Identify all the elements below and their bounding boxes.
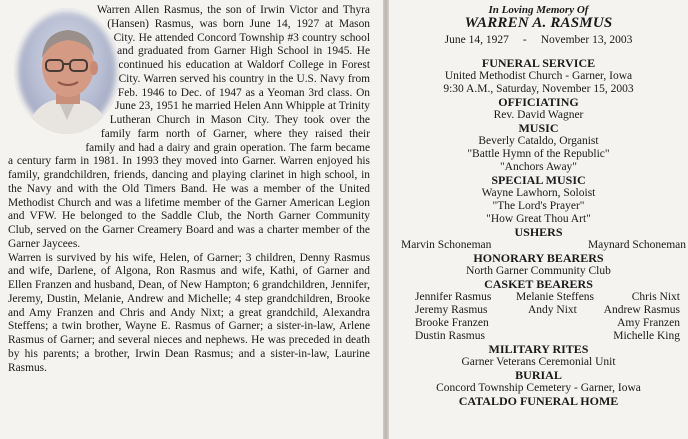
service-page — [389, 0, 688, 439]
funeral-heading: FUNERAL SERVICE — [481, 56, 596, 70]
bearer-name: Michelle King — [613, 330, 680, 342]
organist-name: Beverly Cataldo, Organist — [478, 135, 599, 147]
date-dash: - — [522, 34, 527, 46]
bearer-name: Jeremy Rasmus — [415, 304, 488, 316]
obituary-paragraph-2: Warren is survived by his wife, Helen, of Garner; 3 children, Denny Rasmus and wife, Darlene, of Algona, Ron Rasmus and wife, Kathi, of Garner and Ellen Franzen and husband, Dean, of New Hampton; 6 grandchildren, Jennifer, Jeremy, Dustin, Melanie, Andrew and Michelle; 4 step grandchildren, Brooke and Amy Franzen and Chris and Andy Nixt; a great grandchild, Alexandra Steffens; a twin brother, Wayne E. Rasmus of Garner; a sister-in-law, Arlene Rasmus of Garner; and several nieces and nephews. He was preceded in death by his parents; a brother, Irwin Dean Rasmus; and a sister-in-law, Laurine Rasmus. — [8, 251, 370, 374]
bearers-row-3 — [389, 317, 688, 330]
bearer-name: Andy Nixt — [528, 304, 577, 316]
casket-heading: CASKET BEARERS — [484, 277, 593, 291]
deceased-name: WARREN A. RASMUS — [464, 15, 613, 31]
military-heading: MILITARY RITES — [488, 342, 589, 356]
ushers-heading: USHERS — [514, 225, 563, 239]
honorary-heading: HONORARY BEARERS — [473, 251, 604, 265]
birth-date: June 14, 1927 — [444, 34, 509, 46]
song-4: "How Great Thou Art" — [486, 213, 591, 225]
bearer-name: Amy Franzen — [617, 317, 680, 329]
bearer-name: Melanie Steffens — [516, 291, 595, 303]
obituary-paragraph-1: Warren Allen Rasmus, the son of Irwin Victor and Thyra (Hansen) Rasmus, was born June 14, 1927 at Mason City. He attended Concord Township #3 country school and graduated from Garner High School in 1945. He continued his education at Waldorf College in Forest City. Warren served his country in the U.S. Navy from Feb. 1946 to Dec. of 1947 as a Yeoman 3rd class. On June 23, 1951 he married Helen Ann Whipple at Trinity Lutheran Church in Mason City. They took over the family farm north of Garner, where they raised their family and had a dairy and grain operation. The farm became a century farm in 1981. In 1993 they moved into Garner. Warren enjoyed his family, grandchildren, friends, dancing and playing clarinet in high school, in the Navy and with the Old Timers Band. He was a member of the United Methodist Church and was a lifetime member of the Garner American Legion and VFW. He belonged to the Saddle Club, the North Garner Community Club, served on the Garner Creamery Board and was a charter member of the Garner Jaycees. — [8, 4, 370, 250]
church-name: United Methodist Church - Garner, Iowa — [444, 70, 633, 82]
bearer-name: Jennifer Rasmus — [415, 291, 492, 303]
officiating-heading: OFFICIATING — [498, 95, 579, 109]
bearers-row-2 — [389, 304, 688, 317]
bearer-name: Andrew Rasmus — [603, 304, 680, 316]
soloist-name: Wayne Lawhorn, Soloist — [481, 187, 596, 199]
death-date: November 13, 2003 — [540, 34, 633, 46]
song-1: "Battle Hymn of the Republic" — [467, 148, 610, 160]
ushers-row — [389, 239, 688, 252]
life-dates — [389, 34, 688, 46]
bearer-name: Chris Nixt — [631, 291, 680, 303]
bearer-name: Dustin Rasmus — [415, 330, 485, 342]
officiant-name: Rev. David Wagner — [493, 109, 584, 121]
service-details — [389, 57, 688, 408]
bearers-row-1 — [389, 291, 688, 304]
funeral-home: CATALDO FUNERAL HOME — [458, 394, 619, 408]
burial-heading: BURIAL — [515, 368, 562, 382]
song-3: "The Lord's Prayer" — [492, 200, 585, 212]
bearer-name: Brooke Franzen — [415, 317, 489, 329]
honorary-bearers: North Garner Community Club — [466, 265, 611, 277]
cemetery-name: Concord Township Cemetery - Garner, Iowa — [436, 382, 641, 394]
obituary-text — [8, 4, 370, 375]
bearers-row-4 — [389, 330, 688, 343]
service-time: 9:30 A.M., Saturday, November 15, 2003 — [443, 83, 634, 95]
usher-2: Maynard Schoneman — [587, 239, 686, 251]
special-music-heading: SPECIAL MUSIC — [491, 173, 586, 187]
music-heading: MUSIC — [518, 121, 559, 135]
usher-1: Marvin Schoneman — [401, 239, 492, 251]
memorial-heading: In Loving Memory Of — [488, 4, 589, 16]
military-unit: Garner Veterans Ceremonial Unit — [461, 356, 616, 368]
song-2: "Anchors Away" — [499, 161, 577, 173]
